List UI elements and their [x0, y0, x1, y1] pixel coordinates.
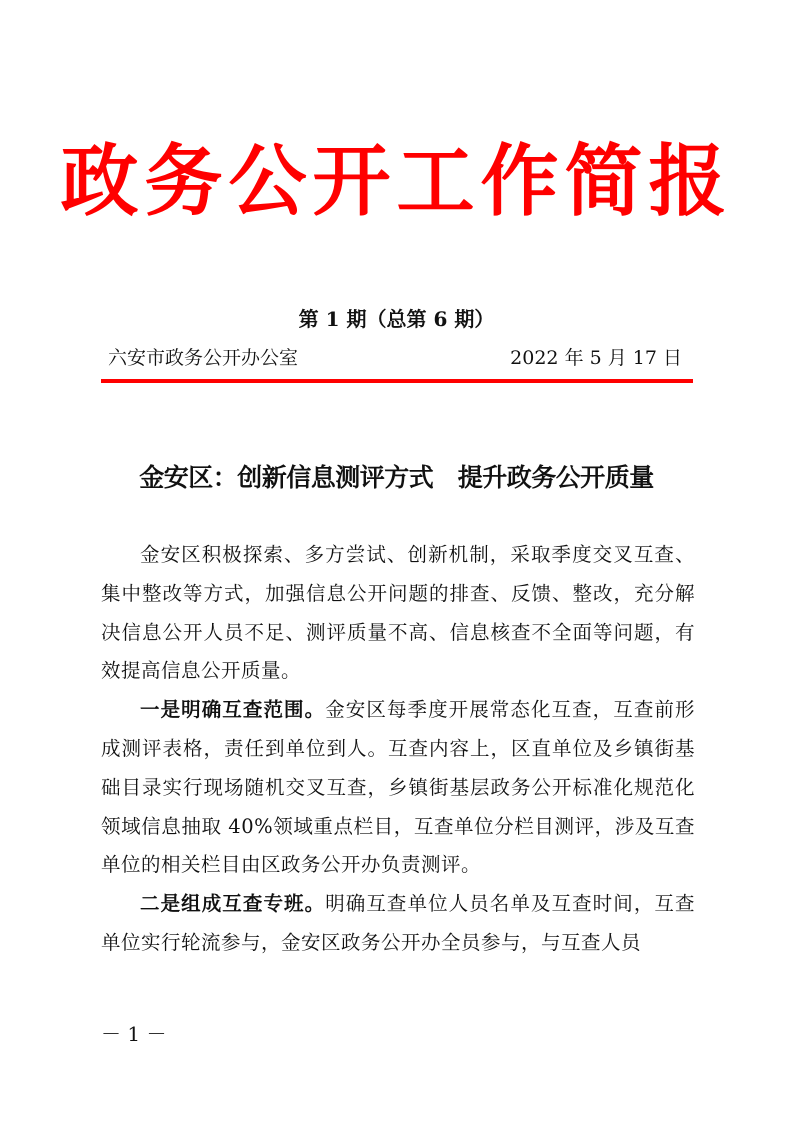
paragraph — [101, 691, 695, 885]
article-body — [101, 536, 695, 963]
paragraph-text: 金安区每季度开展常态化互查，互查前形成测评表格，责任到单位到人。互查内容上，区直单位及乡镇街基础目录实行现场随机交叉互查，乡镇街基层政务公开标准化规范化领域信息抽取 40%领域重点栏目，互查单位分栏目测评，涉及互查单位的相关栏目由区政务公开办负责测评。 — [101, 698, 695, 877]
paragraph-text: 金安区积极探索、多方尝试、创新机制，采取季度交叉互查、集中整改等方式，加强信息公开问题的排查、反馈、整改，充分解决信息公开人员不足、测评质量不高、信息核查不全面等问题，有效提高信息公开质量。 — [101, 543, 695, 683]
article-title: 金安区：创新信息测评方式 提升政务公开质量 — [139, 463, 654, 492]
paragraph-text: 明确互查单位人员名单及互查时间，互查单位实行轮流参与，金安区政务公开办全员参与，与互查人员 — [101, 892, 695, 954]
masthead-title: 政务公开工作简报 — [60, 136, 733, 227]
page-number: － 1 － — [101, 1022, 167, 1046]
red-divider — [101, 379, 693, 383]
issue-number: 第 1 期（总第 6 期） — [298, 307, 495, 331]
issue-date: 2022 年 5 月 17 日 — [510, 347, 682, 369]
paragraph-lead: 二是组成互查专班。 — [140, 892, 326, 916]
paragraph — [101, 536, 695, 691]
meta-row — [108, 344, 682, 372]
issuing-office: 六安市政务公开办公室 — [108, 347, 299, 369]
paragraph — [101, 885, 695, 963]
paragraph-lead: 一是明确互查范围。 — [140, 698, 326, 722]
